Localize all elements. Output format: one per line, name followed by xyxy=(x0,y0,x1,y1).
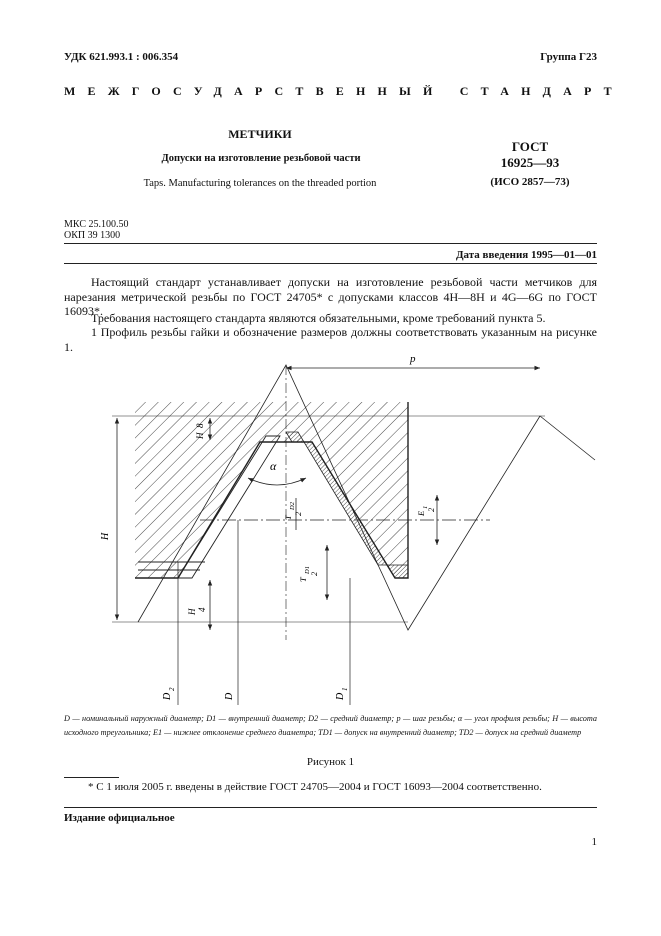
thread-profile-figure xyxy=(0,345,661,710)
d2-subscript: 2 xyxy=(168,687,176,691)
body-paragraph-1: Настоящий стандарт устанавливает допуски на изготовление резьбовой части метчиков для нарезания метрической резьбы по ГОСТ 24705* с допусками классов 4H—8H и 4G—6G по ГОСТ 16093*. xyxy=(64,275,597,318)
gost-designation xyxy=(470,139,590,171)
d-label: D xyxy=(224,692,235,700)
height-label: H xyxy=(100,532,111,540)
td2-label: T xyxy=(283,515,293,520)
d2-label: D xyxy=(162,692,173,700)
gost-label: ГОСТ xyxy=(511,139,549,154)
e1-label: E xyxy=(416,510,426,516)
document-subtitle: Допуски на изготовление резьбовой части xyxy=(161,153,361,164)
standard-type-heading: МЕЖГОСУДАРСТВЕННЫЙ СТАНДАРТ xyxy=(64,84,624,98)
h4-label: H xyxy=(187,608,197,615)
footnote: * С 1 июля 2005 г. введены в действие ГОСТ 24705—2004 и ГОСТ 16093—2004 соответственно. xyxy=(88,781,542,793)
profile-line xyxy=(540,416,595,460)
effective-date: Дата введения 1995—01—01 xyxy=(455,249,597,261)
td1-denominator: 2 xyxy=(309,571,319,576)
e1-denominator: 2 xyxy=(426,507,436,512)
iso-reference: (ИСО 2857—73) xyxy=(490,176,570,188)
divider xyxy=(64,243,597,244)
d1-subscript: 1 xyxy=(341,687,349,691)
td2-subscript: D2 xyxy=(289,502,296,510)
divider xyxy=(64,807,597,808)
d1-label: D xyxy=(335,692,346,700)
divider xyxy=(64,263,597,264)
h8-label: H xyxy=(195,432,205,439)
page-number: 1 xyxy=(591,836,597,848)
footnote-rule xyxy=(64,777,119,778)
group-code: Группа Г23 xyxy=(540,51,597,63)
body-paragraph-2: Требования настоящего стандарта являются обязательными, кроме требований пункта 5. xyxy=(91,311,546,325)
figure-caption: D — номинальный наружный диаметр; D1 — внутренний диаметр; D2 — средний диаметр; p — шаг резьбы; α — угол профиля резьбы; H — высота исходного треугольника; E1 — нижнее отклонение среднего диаметра; TD1 — допуск на внутренний диаметр; TD2 — допуск на средний диаметр xyxy=(64,714,597,737)
edition-label: Издание официальное xyxy=(64,812,175,824)
angle-arc xyxy=(248,478,306,485)
h8-denominator: 8 xyxy=(195,423,205,428)
document-title: МЕТЧИКИ xyxy=(228,127,292,141)
english-title: Taps. Manufacturing tolerances on the threaded portion xyxy=(143,178,377,189)
gost-number: 16925—93 xyxy=(500,155,560,170)
udk-code: УДК 621.993.1 : 006.354 xyxy=(64,51,179,63)
td1-label: T xyxy=(298,577,308,582)
td2-denominator: 2 xyxy=(293,511,303,516)
e1-subscript: 1 xyxy=(422,505,429,509)
h4-denominator: 4 xyxy=(197,607,207,612)
figure-title: Рисунок 1 xyxy=(306,756,355,768)
nut-body-hatched xyxy=(135,402,408,578)
okp-code: ОКП 39 1300 xyxy=(64,230,121,241)
angle-label: α xyxy=(270,459,277,473)
body-paragraph-3: 1 Профиль резьбы гайки и обозначение размеров должны соответствовать указанным на рисунке 1. xyxy=(64,325,597,354)
mks-code: МКС 25.100.50 xyxy=(64,219,129,230)
classification-codes xyxy=(64,219,128,241)
pitch-label: p xyxy=(410,353,416,365)
td1-subscript: D1 xyxy=(304,566,311,574)
